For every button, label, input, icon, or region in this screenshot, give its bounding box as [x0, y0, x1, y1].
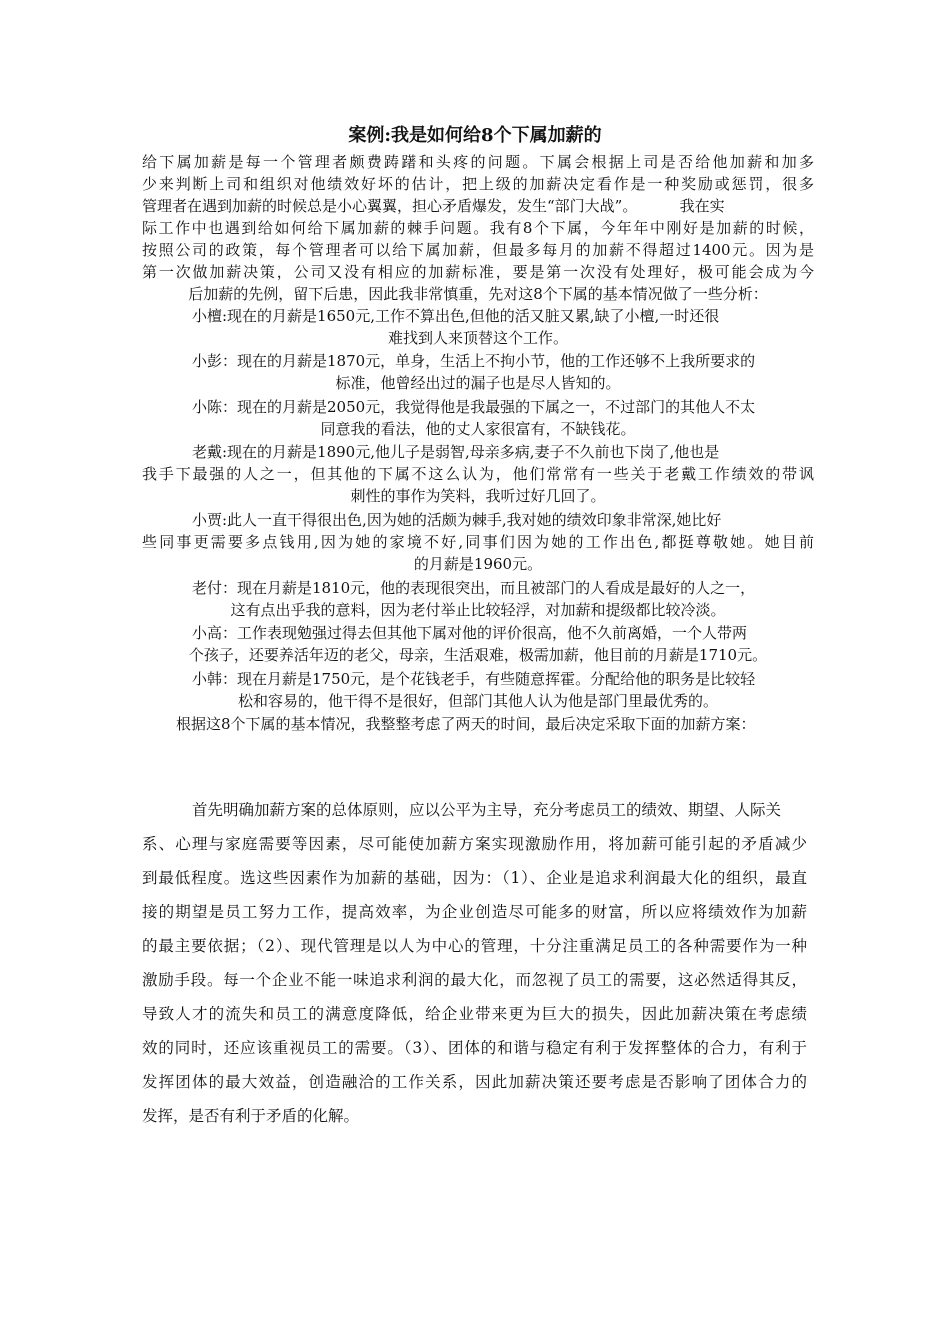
principle-line: 导致人才的流失和员工的满意度降低，给企业带来更为巨大的损失，因此加薪决策在考虑绩 [142, 1005, 807, 1023]
staff-line: 个孩子，还要养活年迈的老父，母亲，生活艰难，极需加薪，他目前的月薪是1710元。 [188, 646, 768, 664]
intro-line: 给下属加薪是每一个管理者颇费踌躇和头疼的问题。下属会根据上司是否给他加薪和加多 [142, 153, 814, 171]
intro-line: 第一次做加薪决策，公司又没有相应的加薪标准，要是第一次没有处理好，极可能会成为今 [142, 263, 814, 281]
staff-line: 小贾:此人一直干得很出色,因为她的活颇为棘手,我对她的绩效印象非常深,她比好 [192, 511, 722, 529]
staff-line: 松和容易的，他干得不是很好，但部门其他人认为他是部门里最优秀的。 [237, 692, 718, 710]
staff-line: 小韩：现在月薪是1750元，是个花钱老手，有些随意挥霍。分配给他的职务是比较轻 [192, 670, 756, 688]
intro-line: 际工作中也遇到给如何给下属加薪的棘手问题。我有8个下属，今年年中刚好是加薪的时候， [142, 219, 814, 237]
principle-line: 发挥团体的最大效益，创造融洽的工作关系，因此加薪决策还要考虑是否影响了团体合力的 [142, 1073, 807, 1091]
intro-line: 按照公司的政策，每个管理者可以给下属加薪，但最多每月的加薪不得超过1400元。因为是 [142, 241, 814, 259]
principle-line: 接的期望是员工努力工作，提高效率，为企业创造尽可能多的财富，所以应将绩效作为加薪 [142, 903, 807, 921]
staff-line: 的月薪是1960元。 [413, 555, 543, 573]
staff-line: 老付：现在月薪是1810元，他的表现很突出，而且被部门的人看成是最好的人之一， [192, 579, 756, 597]
principle-line: 首先明确加薪方案的总体原则，应以公平为主导，充分考虑员工的绩效、期望、人际关 [192, 801, 782, 819]
staff-line: 刺性的事作为笑料，我听过好几回了。 [350, 487, 606, 505]
staff-line: 同意我的看法，他的丈人家很富有，不缺钱花。 [320, 420, 636, 438]
staff-line: 难找到人来顶替这个工作。 [387, 329, 568, 347]
document-title: 案例:我是如何给8个下属加薪的 [348, 125, 602, 146]
staff-line: 小陈：现在的月薪是2050元，我觉得他是我最强的下属之一，不过部门的其他人不太 [192, 398, 756, 416]
staff-line: 我手下最强的人之一，但其他的下属不这么认为，他们常常有一些关于老戴工作绩效的带讽 [142, 465, 814, 483]
principle-line: 激励手段。每一个企业不能一味追求利润的最大化，而忽视了员工的需要，这必然适得其反， [142, 971, 807, 989]
intro-line: 少来判断上司和组织对他绩效好坏的估计，把上级的加薪决定看作是一种奖励或惩罚，很多 [142, 175, 814, 193]
principle-line: 效的同时，还应该重视员工的需要。（3）、团体的和谐与稳定有利于发挥整体的合力，有利于 [142, 1039, 807, 1057]
staff-line: 这有点出乎我的意料，因为老付举止比较轻浮，对加薪和提级都比较冷淡。 [230, 601, 726, 619]
intro-line: 后加薪的先例，留下后患，因此我非常慎重，先对这8个下属的基本情况做了一些分析： [188, 285, 768, 303]
principle-line: 的最主要依据；（2）、现代管理是以人为中心的管理，十分注重满足员工的各种需要作为一种 [142, 937, 807, 955]
conclusion-line: 根据这8个下属的基本情况，我整整考虑了两天的时间，最后决定采取下面的加薪方案： [176, 715, 756, 733]
principle-line: 系、心理与家庭需要等因素，尽可能使加薪方案实现激励作用，将加薪可能引起的矛盾减少 [142, 835, 807, 853]
staff-line: 标准，他曾经出过的漏子也是尽人皆知的。 [335, 374, 621, 392]
staff-line: 老戴:现在的月薪是1890元,他儿子是弱智,母亲多病,妻子不久前也下岗了,他也是 [192, 443, 720, 461]
principle-line: 发挥，是否有利于矛盾的化解。 [142, 1107, 360, 1125]
staff-line: 小高：工作表现勉强过得去但其他下属对他的评价很高，他不久前离婚，一个人带两 [192, 624, 748, 642]
staff-line: 小彭：现在的月薪是1870元，单身，生活上不拘小节，他的工作还够不上我所要求的 [192, 352, 756, 370]
staff-line: 小檀:现在的月薪是1650元,工作不算出色,但他的活又脏又累,缺了小檀,一时还很 [192, 307, 720, 325]
staff-line: 些同事更需要多点钱用,因为她的家境不好,同事们因为她的工作出色,都挺尊敬她。她目前 [142, 533, 814, 551]
intro-line: 管理者在遇到加薪的时候总是小心翼翼，担心矛盾爆发，发生“部门大战”。 我在实 [142, 197, 725, 215]
principle-line: 到最低程度。选这些因素作为加薪的基础，因为：（1）、企业是追求利润最大化的组织，最直 [142, 869, 807, 887]
